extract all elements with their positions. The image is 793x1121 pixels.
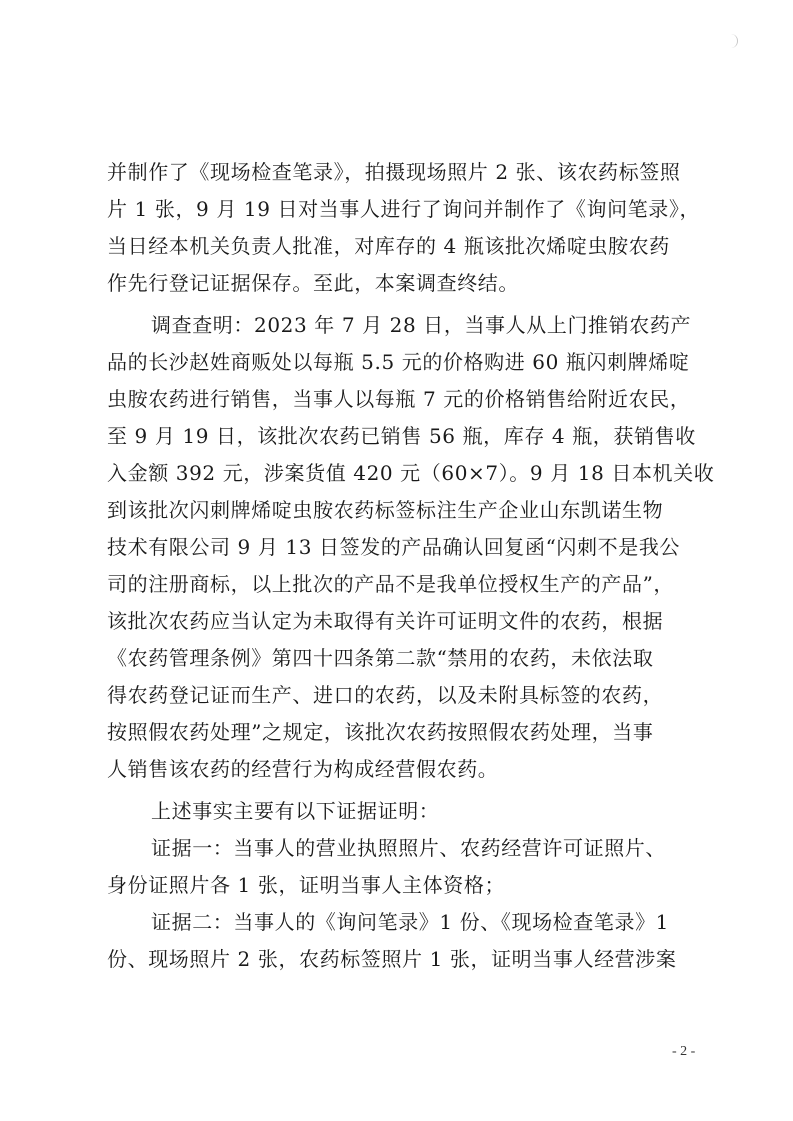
scan-mark — [731, 34, 738, 48]
text-line: 技术有限公司 9 月 13 日签发的产品确认回复函“闪刺不是我公 — [107, 535, 681, 559]
text-line: 作先行登记证据保存。至此，本案调查终结。 — [107, 271, 519, 295]
paragraph-start: 调查查明：2023 年 7 月 28 日，当事人从上门推销农药产 — [151, 313, 692, 337]
text-line: 并制作了《现场检查笔录》，拍摄现场照片 2 张、该农药标签照 — [107, 160, 681, 184]
text-line: 虫胺农药进行销售，当事人以每瓶 7 元的价格销售给附近农民， — [107, 387, 691, 411]
text-line: 得农药登记证而生产、进口的农药，以及未附具标签的农药， — [107, 683, 664, 707]
paragraph-start: 上述事实主要有以下证据证明： — [151, 799, 440, 823]
text-line: 人销售该农药的经营行为构成经营假农药。 — [107, 757, 499, 781]
text-line: 份、现场照片 2 张，农药标签照片 1 张，证明当事人经营涉案 — [107, 947, 677, 971]
text-line: 司的注册商标，以上批次的产品不是我单位授权生产的产品”， — [107, 572, 675, 596]
text-line: 至 9 月 19 日，该批次农药已销售 56 瓶，库存 4 瓶，获销售收 — [107, 424, 696, 448]
evidence-item: 证据一：当事人的营业执照照片、农药经营许可证照片、 — [151, 836, 666, 860]
text-line: 入金额 392 元，涉案货值 420 元（60×7）。9 月 18 日本机关收 — [107, 461, 715, 485]
page-number: - 2 - — [672, 1044, 696, 1059]
text-line: 该批次农药应当认定为未取得有关许可证明文件的农药，根据 — [107, 609, 664, 633]
text-line: 片 1 张，9 月 19 日对当事人进行了询问并制作了《询问笔录》， — [107, 197, 701, 221]
evidence-item: 证据二：当事人的《询问笔录》1 份、《现场检查笔录》1 — [151, 910, 670, 934]
text-line: 身份证照片各 1 张，证明当事人主体资格； — [107, 873, 506, 897]
text-line: 《农药管理条例》第四十四条第二款“禁用的农药，未依法取 — [107, 646, 654, 670]
text-line: 按照假农药处理”之规定，该批次农药按照假农药处理，当事 — [107, 720, 654, 744]
text-line: 品的长沙赵姓商贩处以每瓶 5.5 元的价格购进 60 瓶闪刺牌烯啶 — [107, 350, 690, 374]
text-line: 到该批次闪刺牌烯啶虫胺农药标签标注生产企业山东凯诺生物 — [107, 498, 664, 522]
text-line: 当日经本机关负责人批准，对库存的 4 瓶该批次烯啶虫胺农药 — [107, 234, 670, 258]
